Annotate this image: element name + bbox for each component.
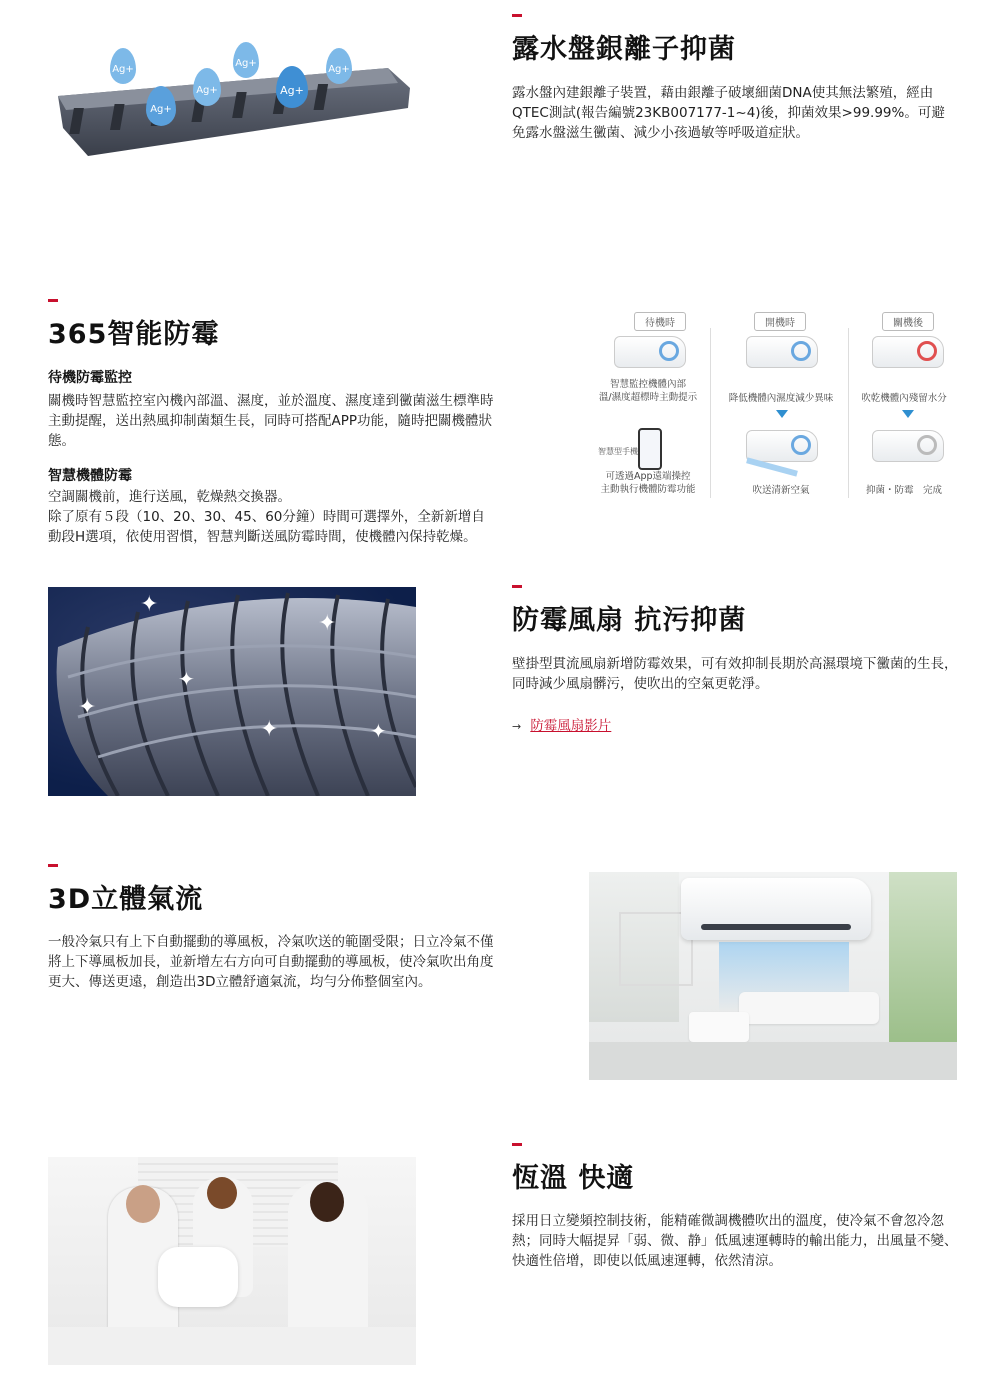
section-constant-temp [512,1143,958,1271]
standby-monitor-body: 關機時智慧監控室內機內部溫、濕度，並於溫度、濕度達到黴菌滋生標準時主動提醒，送出熱風抑制菌類生長，同時可搭配APP功能，隨時把關機體狀態。 [48,393,494,449]
anti-mold-diagram [586,308,958,508]
section-title: 防霉風扇 抗污抑菌 [512,605,747,636]
subheading-standby-monitor: 待機防霉監控 [48,370,132,386]
smartphone-icon [638,428,662,470]
smart-dry-body-1: 空調關機前，進行送風，乾燥熱交換器。 [48,489,291,505]
fan-video-link[interactable]: 防霉風扇影片 [530,718,612,734]
section-title: 365智能防霉 [48,319,220,350]
ac-unit-icon [614,336,686,368]
accent-dash [512,14,522,17]
silver-ion-drop-icon: Ag+ [276,66,308,108]
diagram-note-off: 吹乾機體內殘留水分 [861,393,947,404]
sparkle-icon: ✦ [140,592,159,617]
diagram-divider [710,328,711,498]
section-drain-pan [512,14,958,143]
video-link-row [512,714,958,734]
section-fan [512,585,958,734]
floor [589,1042,957,1080]
ac-unit-icon [872,430,944,462]
window [889,872,957,1042]
column-label-standby: 待機時 [634,312,686,331]
phone-label: 智慧型手機 [598,447,638,456]
diagram-note-standby: 智慧監控機體內部 溫/濕度超標時主動提示 [598,379,698,403]
silver-ion-drop-icon: Ag+ [146,86,176,126]
section-body: 露水盤內建銀離子裝置，藉由銀離子破壞細菌DNA使其無法繁殖，經由QTEC測試(報告編號23KB007177-1~4)後，抑菌效果>99.99%。可避免露水盤滋生黴菌、減少小孩過敏等呼吸道症狀。 [512,85,945,141]
accent-dash [48,864,58,867]
section-title: 3D立體氣流 [48,884,204,915]
diagram-note-complete: 抑菌・防霉 完成 [865,485,942,496]
silver-ion-drop-icon: Ag+ [233,42,259,78]
section-3d-airflow [48,864,494,992]
accent-dash [512,1143,522,1146]
diagram-note-on: 降低機體內濕度減少異味 [728,393,834,404]
silver-ion-drop-icon: Ag+ [326,48,352,84]
section-title: 恆溫 快適 [512,1163,635,1194]
person-woman [288,1182,368,1342]
drain-pan-image [48,28,418,168]
family-pillow-fight-image [48,1157,416,1365]
sofa [739,992,879,1024]
diagram-divider [848,328,849,498]
subheading-smart-dry: 智慧機體防霉 [48,468,132,484]
silver-ion-drop-icon: Ag+ [110,48,136,84]
crossflow-fan-image [48,587,416,796]
diagram-note-fresh-air: 吹送清新空氣 [752,485,810,496]
sparkle-icon: ✦ [78,695,97,720]
sparkle-icon: ✦ [260,717,279,742]
section-body: 採用日立變頻控制技術，能精確微調機體吹出的溫度，使冷氣不會忽冷忽熱；同時大幅提昇「弱、微、静」低風速運轉時的輸出能力，出風量不變、快適性倍增，即使以低風速運轉，依然清涼。 [512,1213,958,1269]
down-arrow-icon [776,410,788,418]
sparkle-icon: ✦ [318,611,337,636]
down-arrow-icon [902,410,914,418]
ac-unit-icon [746,336,818,368]
section-body: 壁掛型貫流風扇新增防霉效果，可有效抑制長期於高濕環境下黴菌的生長，同時減少風扇髒污，使吹出的空氣更乾淨。 [512,656,958,692]
section-title: 露水盤銀離子抑菌 [512,34,736,65]
sparkle-icon: ✦ [178,667,195,691]
living-room-ac-image [589,872,957,1080]
pillow [158,1247,238,1307]
bed [48,1327,416,1365]
sparkle-icon: ✦ [370,719,387,743]
accent-dash [48,299,58,302]
diagram-note-app: 可透過App遠端操控 主動執行機體防霉功能 [600,471,696,495]
section-anti-mold [48,299,494,547]
column-label-off: 關機後 [882,312,934,331]
silver-ion-drop-icon: Ag+ [193,68,221,106]
ac-unit-icon [872,336,944,368]
ac-unit-icon [681,878,871,940]
ac-unit-icon [746,430,818,462]
column-label-on: 開機時 [754,312,806,331]
ottoman [689,1012,749,1042]
arrow-right-icon: → [512,720,522,733]
section-body: 一般冷氣只有上下自動擺動的導風板，冷氣吹送的範圍受限；日立冷氣不僅將上下導風板加長，並新增左右方向可自動擺動的導風板，使冷氣吹出角度更大、傳送更遠，創造出3D立體舒適氣流，均勻分佈整個室內。 [48,934,494,990]
smart-dry-body-2: 除了原有５段（10、20、30、45、60分鐘）時間可選擇外，全新新增自動段H選項，依使用習慣，智慧判斷送風防霉時間，使機體內保持乾燥。 [48,509,485,545]
accent-dash [512,585,522,588]
